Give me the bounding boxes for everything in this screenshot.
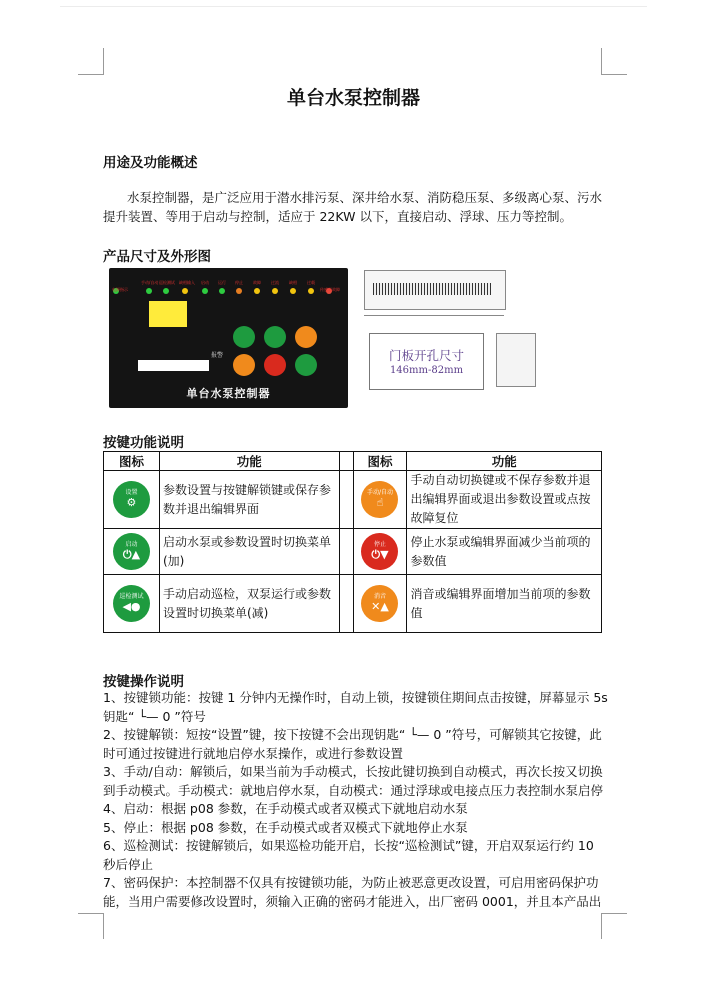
led-indicator: [272, 288, 278, 294]
led-indicator: [308, 288, 314, 294]
operation-line: 能，当用户需要修改设置时，须输入正确的密码才能进入，出厂密码 0001，并且本产品出: [103, 893, 602, 909]
key-function-text: 手动自动切换键或不保存参数并退出编辑界面或退出参数设置或点按故障复位: [407, 471, 602, 529]
section-heading-operations: 按键操作说明: [103, 674, 184, 690]
led-indicator: [182, 288, 188, 294]
panel-start-button: [264, 326, 286, 348]
table-row: [104, 471, 602, 529]
operation-line: 3、手动/自动：解锁后，如果当前为手动模式，长按此键切换到自动模式，再次长按又切换: [103, 764, 603, 779]
table-gap: [339, 471, 353, 529]
operation-line: 6、巡检测试：按键解锁后，如果巡检功能开启，长按“巡检测试”键，开启双泵运行约 10: [103, 838, 594, 853]
led-indicator: [290, 288, 296, 294]
panel-settings-button: [233, 326, 255, 348]
section-heading-dimensions: 产品尺寸及外形图: [103, 249, 211, 265]
icon-label: 巡检测试: [119, 593, 144, 600]
led-label: 缺相: [289, 280, 297, 285]
label-strip: [138, 360, 209, 371]
crop-mark: [78, 74, 104, 75]
panel-mute-button: [233, 354, 255, 376]
section-heading-usage: 用途及功能概述: [103, 155, 198, 171]
crop-mark: [103, 48, 104, 74]
key-function-table: [103, 451, 602, 633]
operation-line: 时可通过按键进行就地启停水泵操作，或进行参数设置: [103, 745, 404, 761]
crop-mark: [601, 74, 627, 75]
operation-line: 钥匙“ └— 0 ”符号: [103, 708, 206, 724]
hand-symbol: ☝: [376, 496, 384, 509]
led-label: 过流: [271, 280, 279, 285]
operation-line: 秒后停止: [103, 856, 154, 872]
key-function-text: 停止水泵或编辑界面减少当前项的参数值: [407, 529, 602, 575]
operation-line: 4、启动：根据 p08 参数，在手动模式或者双模式下就地启动水泵: [103, 801, 468, 816]
crop-mark: [601, 913, 602, 939]
led-label: 电源指示: [112, 287, 128, 292]
led-label: 手动/自动: [141, 280, 159, 285]
cutout-size: 146mm-82mm: [389, 365, 464, 376]
crop-mark: [601, 48, 602, 74]
icon-label: 停止: [373, 541, 386, 548]
operation-line: 1、按键锁功能：按键 1 分钟内无操作时，自动上锁，按键锁住期间点击按键，屏幕显示 5s: [103, 690, 608, 705]
test-icon: [113, 585, 150, 622]
led-label: 停止: [235, 280, 243, 285]
speaker-symbol: ✕▲: [371, 600, 389, 613]
led-label: 故障: [253, 280, 261, 285]
icon-label: 启动: [125, 541, 138, 548]
key-function-text: 手动启动巡检，双泵运行或参数设置时切换菜单(减): [159, 575, 339, 633]
alarm-label: 报警: [211, 352, 224, 359]
led-label: 缺相输入: [179, 280, 195, 285]
panel-test-button: [295, 354, 317, 376]
operation-line: 2、按键解锁：短按“设置”键，按下按键不会出现钥匙“ └— 0 ”符号，可解锁其它按键，此: [103, 727, 602, 742]
panel-stop-button: [264, 354, 286, 376]
key-function-text: 参数设置与按键解锁键或保存参数并退出编辑界面: [159, 471, 339, 529]
led-indicator: [163, 288, 169, 294]
led-label: 巡检测试: [159, 280, 175, 285]
table-row: [104, 575, 602, 633]
led-label: 运行: [218, 280, 226, 285]
side-dimension-drawing: [364, 270, 506, 310]
power-up-icon: [113, 533, 150, 570]
panel-manual-auto-button: [295, 326, 317, 348]
power-symbol: ⏻▼: [371, 548, 389, 561]
icon-label: 消音: [373, 593, 386, 600]
usage-paragraph: 水泵控制器，是广泛应用于潜水排污泵、深井给水泵、消防稳压泵、多级离心泵、污水提升装置、等用于启动与控制，适应于 22KW 以下，直接启动、浮球、压力等控制。: [103, 190, 603, 224]
crop-mark: [601, 913, 627, 914]
controller-panel-image: [109, 268, 348, 408]
panel-cutout-drawing: [369, 333, 484, 390]
crop-mark: [78, 913, 104, 914]
col-func-header: 功能: [407, 452, 602, 471]
power-down-icon: [361, 533, 398, 570]
panel-name: 单台水泵控制器: [186, 387, 271, 400]
led-indicator: [254, 288, 260, 294]
table-row: [104, 529, 602, 575]
dimension-line: [364, 315, 504, 316]
power-symbol: ⏻▲: [122, 548, 141, 561]
icon-label: 设置: [125, 489, 138, 496]
operation-line: 7、密码保护：本控制器不仅具有按键锁功能，为防止被恶意更改设置，可启用密码保护功: [103, 875, 599, 890]
depth-drawing: [496, 333, 536, 387]
mute-icon: [361, 585, 398, 622]
icon-label: 手动/自动: [366, 489, 393, 496]
table-gap: [339, 529, 353, 575]
vent-fins: [373, 283, 491, 295]
section-heading-keys: 按键功能说明: [103, 435, 184, 451]
operations-list: [103, 689, 608, 911]
person-symbol: ◀●: [122, 600, 141, 613]
col-icon-header: 图标: [104, 452, 160, 471]
led-indicator: [202, 288, 208, 294]
table-gap: [339, 575, 353, 633]
operation-line: 5、停止：根据 p08 参数，在手动模式或者双模式下就地停止水泵: [103, 819, 468, 835]
led-indicator: [146, 288, 152, 294]
key-function-text: 消音或编辑界面增加当前项的参数值: [407, 575, 602, 633]
gear-lock-icon: [113, 481, 150, 518]
lcd-display: [149, 301, 187, 327]
led-label: 启动: [201, 280, 209, 285]
led-label: 传感器故障: [320, 287, 340, 292]
gear-symbol: ⚙: [126, 496, 137, 509]
page-top-line: [60, 6, 647, 7]
operation-line: 到手动模式。手动模式：就地启停水泵，自动模式：通过浮球或电接点压力表控制水泵启停: [103, 782, 604, 798]
key-function-text: 启动水泵或参数设置时切换菜单(加): [159, 529, 339, 575]
col-icon-header: 图标: [353, 452, 407, 471]
table-gap: [339, 452, 353, 471]
led-indicator: [236, 288, 242, 294]
col-func-header: 功能: [159, 452, 339, 471]
document-title: 单台水泵控制器: [286, 87, 420, 109]
cutout-title: 门板开孔尺寸: [388, 348, 464, 363]
crop-mark: [103, 913, 104, 939]
led-indicator: [219, 288, 225, 294]
hand-icon: [361, 481, 398, 518]
led-label: 过载: [307, 280, 315, 285]
